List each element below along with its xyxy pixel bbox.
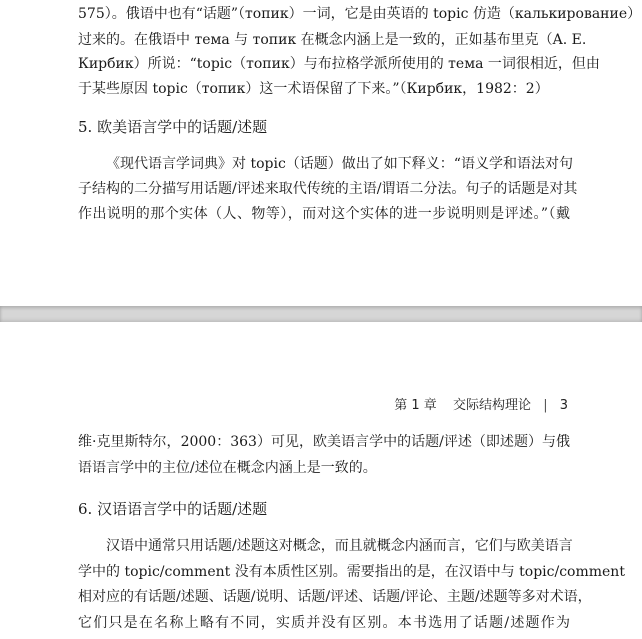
text-line: 作出说明的那个实体（人、物等），而对这个实体的进一步说明则是评述。”（戴 <box>78 206 570 222</box>
text-line: 过来的。在俄语中 тема 与 топик 在概念内涵上是一致的，正如基布里克（A. E. <box>78 32 587 48</box>
header-separator: | <box>543 398 548 413</box>
text-line: 子结构的二分描写用话题/评述来取代传统的主语/谓语二分法。句子的话题是对其 <box>78 181 578 197</box>
running-header <box>394 396 568 416</box>
text-line: 语语言学中的主位/述位在概念内涵上是一致的。 <box>78 460 377 476</box>
page-separator <box>0 306 642 322</box>
text-line: Кирбик）所说：“topic（топик）与布拉格学派所使用的 тема 一词很相近，但由 <box>78 56 600 72</box>
text-line: 《现代语言学词典》对 topic（话题）做出了如下释义：“语义学和语法对句 <box>106 156 573 172</box>
text-line: 它们只是在名称上略有不同，实质并没有区别。本书选用了话题/述题作为 <box>78 615 570 631</box>
text-line: 575）。俄语中也有“话题”（топик）一词，它是由英语的 topic 仿造（калькирование） <box>78 6 642 22</box>
text-line: 于某些原因 topic（топик）这一术语保留了下来。”（Кирбик，1982：2） <box>78 81 549 97</box>
section-heading: 6. 汉语语言学中的话题/述题 <box>78 500 268 518</box>
text-line: 学中的 topic/comment 没有本质性区别。需要指出的是，在汉语中与 topic/comment <box>78 564 625 580</box>
document-page-bottom <box>0 322 642 639</box>
text-line: 维·克里斯特尔，2000：363）可见，欧美语言学中的话题/评述（即述题）与俄 <box>78 434 570 450</box>
chapter-title: 交际结构理论 <box>453 398 532 413</box>
text-line: 相对应的有话题/述题、话题/说明、话题/评述、话题/评论、主题/述题等多对术语， <box>78 589 592 605</box>
document-page-top <box>0 0 642 306</box>
page-number: 3 <box>559 398 568 413</box>
chapter-number: 第 1 章 <box>394 398 437 413</box>
section-heading: 5. 欧美语言学中的话题/述题 <box>78 118 268 136</box>
text-line: 汉语中通常只用话题/述题这对概念，而且就概念内涵而言，它们与欧美语言 <box>106 538 573 554</box>
